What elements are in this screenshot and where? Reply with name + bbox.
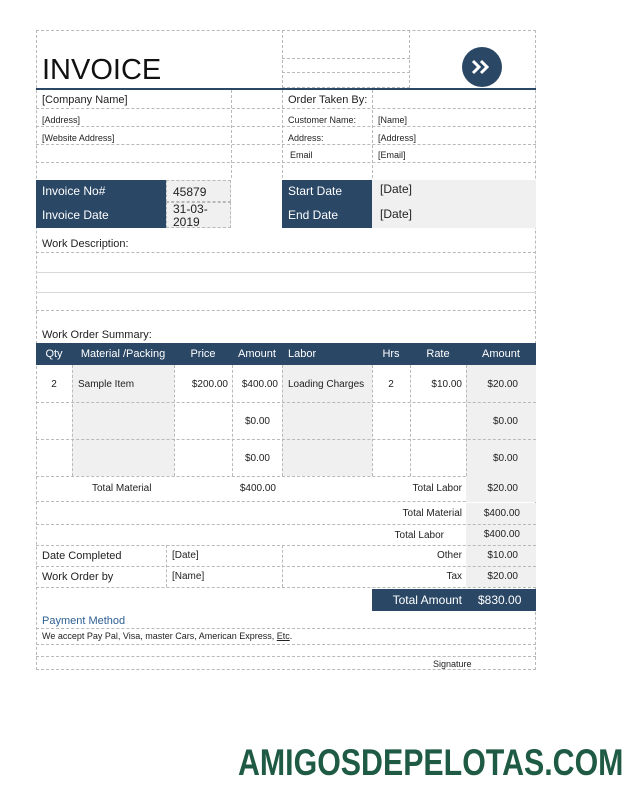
grid-line xyxy=(36,644,536,645)
watermark xyxy=(238,744,623,781)
payment-text-prefix: We accept Pay Pal, Visa, master Cars, American Express, xyxy=(42,631,277,641)
col-hrs: Hrs xyxy=(382,348,400,360)
row0-hrs: 2 xyxy=(388,379,394,390)
row0-price: $200.00 xyxy=(191,379,228,390)
work-description-label: Work Description: xyxy=(42,238,129,250)
total-labor-label: Total Labor xyxy=(412,483,462,494)
grid-col xyxy=(372,90,373,178)
invoice-date-label: Invoice Date xyxy=(36,202,166,228)
payment-block xyxy=(36,612,536,670)
end-date-label: End Date xyxy=(282,202,372,228)
end-date-value: [Date] xyxy=(380,207,413,221)
summary-material-value: $400.00 xyxy=(483,508,520,519)
other-value: $10.00 xyxy=(487,550,518,561)
table-total-row xyxy=(36,476,536,502)
tax-label: Tax xyxy=(446,571,462,582)
grid-col xyxy=(231,90,283,178)
company-website: [Website Address] xyxy=(42,133,115,143)
work-order-by-value: [Name] xyxy=(172,571,205,582)
row0-qty: 2 xyxy=(51,379,57,390)
payment-text-suffix: . xyxy=(289,631,293,641)
watermark-text: AMIGOSDEPELOTAS.COM xyxy=(238,742,623,783)
grid-col xyxy=(72,365,73,476)
email-label: Email xyxy=(290,150,313,160)
col-material: Material /Packing xyxy=(80,348,166,360)
customer-value: [Name] xyxy=(378,115,408,125)
invoice-no-label: Invoice No# xyxy=(36,180,166,202)
grid-line xyxy=(36,439,536,440)
payment-text-etc: Etc xyxy=(276,631,290,641)
email-value: [Email] xyxy=(378,150,406,160)
grid-line xyxy=(36,566,536,567)
double-chevron-right-icon xyxy=(471,58,493,76)
total-amount-value: $830.00 xyxy=(478,593,522,607)
payment-heading: Payment Method xyxy=(42,615,126,627)
row0-amount2: $20.00 xyxy=(487,379,518,390)
row0-labor: Loading Charges xyxy=(288,379,365,390)
col-amount: Amount xyxy=(238,348,276,360)
company-block xyxy=(36,90,536,178)
grid-line xyxy=(36,144,536,145)
grid-line xyxy=(36,628,536,629)
col-rate: Rate xyxy=(426,348,450,360)
other-label: Other xyxy=(436,550,462,561)
row1-amount2: $0.00 xyxy=(492,416,518,427)
total-amount-label: Total Amount xyxy=(392,593,462,607)
grid-col xyxy=(166,545,167,587)
total-material-label: Total Material xyxy=(92,483,152,494)
logo xyxy=(462,47,502,87)
grid-line xyxy=(36,292,536,293)
work-order-by-label: Work Order by xyxy=(42,571,114,583)
total-amount-row xyxy=(372,589,536,611)
date-completed-value: [Date] xyxy=(172,550,199,561)
row2-amount2: $0.00 xyxy=(492,453,518,464)
customer-label: Customer Name: xyxy=(288,115,357,125)
date-completed-label: Date Completed xyxy=(42,550,122,562)
row1-amount: $0.00 xyxy=(244,416,270,427)
company-address: [Address] xyxy=(42,115,81,125)
grid-line xyxy=(36,310,536,311)
grid-line xyxy=(36,402,536,403)
summary-labor-value: $400.00 xyxy=(483,529,520,540)
table-body xyxy=(36,365,536,476)
grid-line xyxy=(36,252,536,253)
grid-line xyxy=(36,126,536,127)
address-value: [Address] xyxy=(378,133,417,143)
header-grid xyxy=(282,30,410,88)
col-amount2: Amount xyxy=(482,348,520,360)
total-labor-value: $20.00 xyxy=(487,483,518,494)
col-labor: Labor xyxy=(288,348,317,360)
summary-labor-label: Total Labor xyxy=(394,530,444,541)
address-label: Address: xyxy=(288,133,324,143)
grid-col xyxy=(282,545,283,587)
invoice-no-cell xyxy=(166,180,231,202)
invoice-date-value-line1: 31-03- xyxy=(173,202,208,216)
signature-label: Signature xyxy=(433,659,472,669)
start-date-value: [Date] xyxy=(380,182,413,196)
summary-material-label: Total Material xyxy=(402,508,462,519)
tax-value: $20.00 xyxy=(487,571,518,582)
company-name: [Company Name] xyxy=(42,94,128,106)
grid-line xyxy=(36,656,536,657)
page-title: INVOICE xyxy=(42,54,162,86)
start-date-label: Start Date xyxy=(282,180,372,202)
grid-line xyxy=(36,108,536,109)
col-price: Price xyxy=(190,348,216,360)
invoice-no-value: 45879 xyxy=(173,185,207,199)
grid-line xyxy=(36,162,536,163)
payment-text xyxy=(42,632,292,641)
row0-rate: $10.00 xyxy=(431,379,462,390)
order-taken-heading: Order Taken By: xyxy=(288,94,368,106)
invoice-date-cell xyxy=(166,202,231,228)
work-description-block xyxy=(36,232,536,322)
table-header xyxy=(36,343,536,365)
grid-line xyxy=(36,587,536,588)
row0-material: Sample Item xyxy=(78,379,135,390)
invoice-sheet xyxy=(36,30,536,670)
grid-line xyxy=(282,72,410,73)
grid-col xyxy=(282,365,283,476)
grid-line xyxy=(282,58,410,59)
row0-amount: $400.00 xyxy=(241,379,278,390)
summary-label: Work Order Summary: xyxy=(42,329,152,341)
total-material-value: $400.00 xyxy=(239,483,276,494)
invoice-date-value-line2: 2019 xyxy=(173,215,200,229)
grid-line xyxy=(36,545,536,546)
col-qty: Qty xyxy=(45,348,63,360)
grid-line xyxy=(36,272,536,273)
row2-amount: $0.00 xyxy=(244,453,270,464)
grid-line xyxy=(36,524,536,525)
